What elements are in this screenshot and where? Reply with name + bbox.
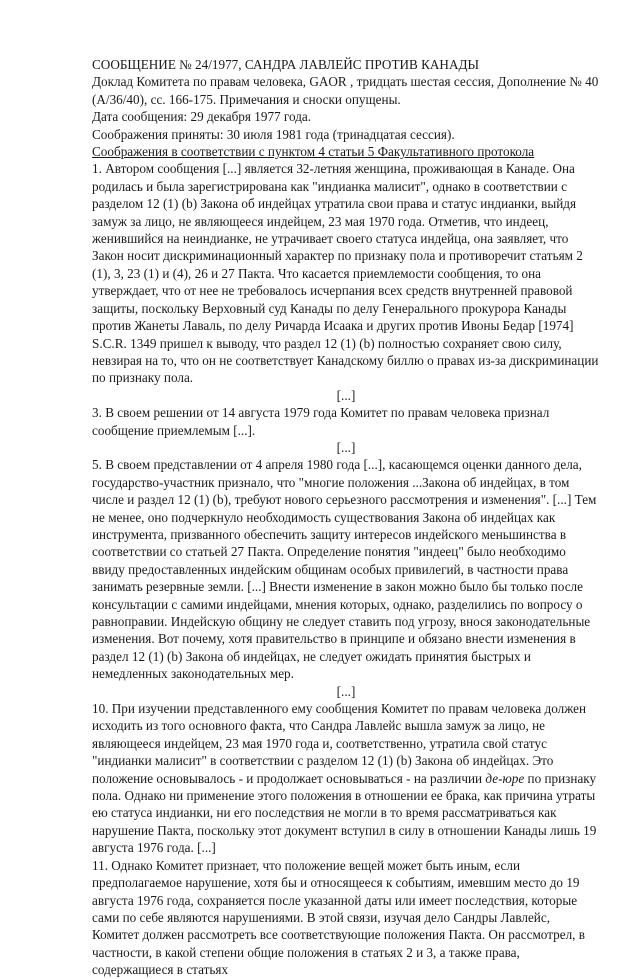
paragraph-1: 1. Автором сообщения [...] является 32-летняя женщина, проживающая в Канаде. Она родилась и была зарегистрирована как "индианка малисит", однако в соответствии с разделом 12 (1) (b) Закона об индейцах утратила свои права и статус индианки, выйдя замуж за лицо, не являющееся индейцем, 23 мая 1970 года. Отметив, что индеец, женившийся на неиндианке, не утрачивает своего статуса индейца, она заявляет, что Закон носит дискриминационный характер по признаку пола и противоречит статьям 2 (1), 3, 23 (1) и (4), 26 и 27 Пакта. Что касается приемлемости сообщения, то она утверждает, что от нее не требовалось исчерпания всех средств внутренней правовой защиты, поскольку Верховный суд Канады по делу Генерального прокурора Канады против Жанеты Лаваль, по делу Ричарда Исаака и других против Ивоны Бедар [1974] S.C.R. 1349 пришел к выводу, что раздел 12 (1) (b) полностью сохраняет свою силу, невзирая на то, что он не соответствует Канадскому биллю о правах из-за дискриминации по признаку пола. [92, 161, 599, 386]
omission-marker: [...] [336, 387, 356, 403]
paragraph-11: 11. Однако Комитет признает, что положение вещей может быть иным, если предполагаемое нарушение, хотя бы и относящееся к событиям, имевшим место до 19 августа 1976 года, сохраняется после указанной даты или имеет последствия, которые сами по себе являются нарушениями. В этой связи, изучая дело Сандры Лавлейс, Комитет должен рассмотреть все соответствующие положения Пакта. Он рассмотрел, в частности, в какой степени общие положения в статьях 2 и 3, а также права, содержащиеся в статьях [92, 857, 585, 978]
paragraph-5: 5. В своем представлении от 4 апреля 1980 года [...], касающемся оценки данного дела, государство-участник признало, что "многие положения ...Закона об индейцах, в том числе и раздел 12 (1) (b), требуют нового серьезного рассмотрения и изменения". [...] Тем не менее, оно подчеркнуло необходимость существования Закона об индейцах как инструмента, призванного обеспечить защиту интересов индейского меньшинства в соответствии со статьей 27 Пакта. Определение понятия "индеец" было необходимо ввиду предоставленных индейским общинам особых привилегий, в частности права занимать резервные земли. [...] Внести изменение в закон можно было бы только после консультации с самими индейцами, мнения которых, однако, разделились по вопросу о равноправии. Индейскую общину не следует ставить под угрозу, внося законодательные изменения. Вот почему, хотя правительство в принципе и обязано внести изменения в раздел 12 (1) (b) Закона об индейцах, не следует ожидать принятия быстрых и немедленных законодательных мер. [92, 457, 597, 682]
document-page [92, 56, 600, 979]
paragraph-10 [92, 700, 600, 857]
paragraph-10-text-b: по признаку пола. Однако ни применение этого положения в отношении ее брака, как причина утраты ею статуса индианки, ни его последствия не могли в то время рассматриваться как нарушение Пакта, поскольку этот документ вступил в силу в отношении Канады лишь 19 августа 1976 года. [...] [92, 770, 597, 856]
paragraph-3: 3. В своем решении от 14 августа 1979 года Комитет по правам человека признал сообщение приемлемым [...]. [92, 405, 550, 438]
omission-marker: [...] [336, 683, 356, 699]
document-title: СООБЩЕНИЕ № 24/1977, САНДРА ЛАВЛЕЙС ПРОТИВ КАНАДЫ [92, 57, 479, 72]
views-adopted-date: Соображения приняты: 30 июля 1981 года (тринадцатая сессия). [92, 126, 455, 142]
omission-marker: [...] [336, 439, 356, 455]
communication-date: Дата сообщения: 29 декабря 1977 года. [92, 109, 312, 125]
paragraph-10-italic-term: де-юре [485, 770, 525, 786]
section-heading: Соображения в соответствии с пунктом 4 статьи 5 Факультативного протокола [92, 144, 535, 160]
paragraph-10-text-a: 10. При изучении представленного ему сообщения Комитет по правам человека должен исходить из того основного факта, что Сандра Лавлейс вышла замуж за лицо, не являющееся индейцем, 23 мая 1970 года и, соответственно, утратила свой статус "индианки малисит" в соответствии с разделом 12 (1) (b) Закона об индейцах. Это положение основывалось - и продолжает основываться - на различии [92, 701, 587, 786]
source-citation: Доклад Комитета по правам человека, GAOR , тридцать шестая сессия, Дополнение № 40 (A/36/40), сс. 166-175. Примечания и сноски опущены. [92, 74, 599, 107]
